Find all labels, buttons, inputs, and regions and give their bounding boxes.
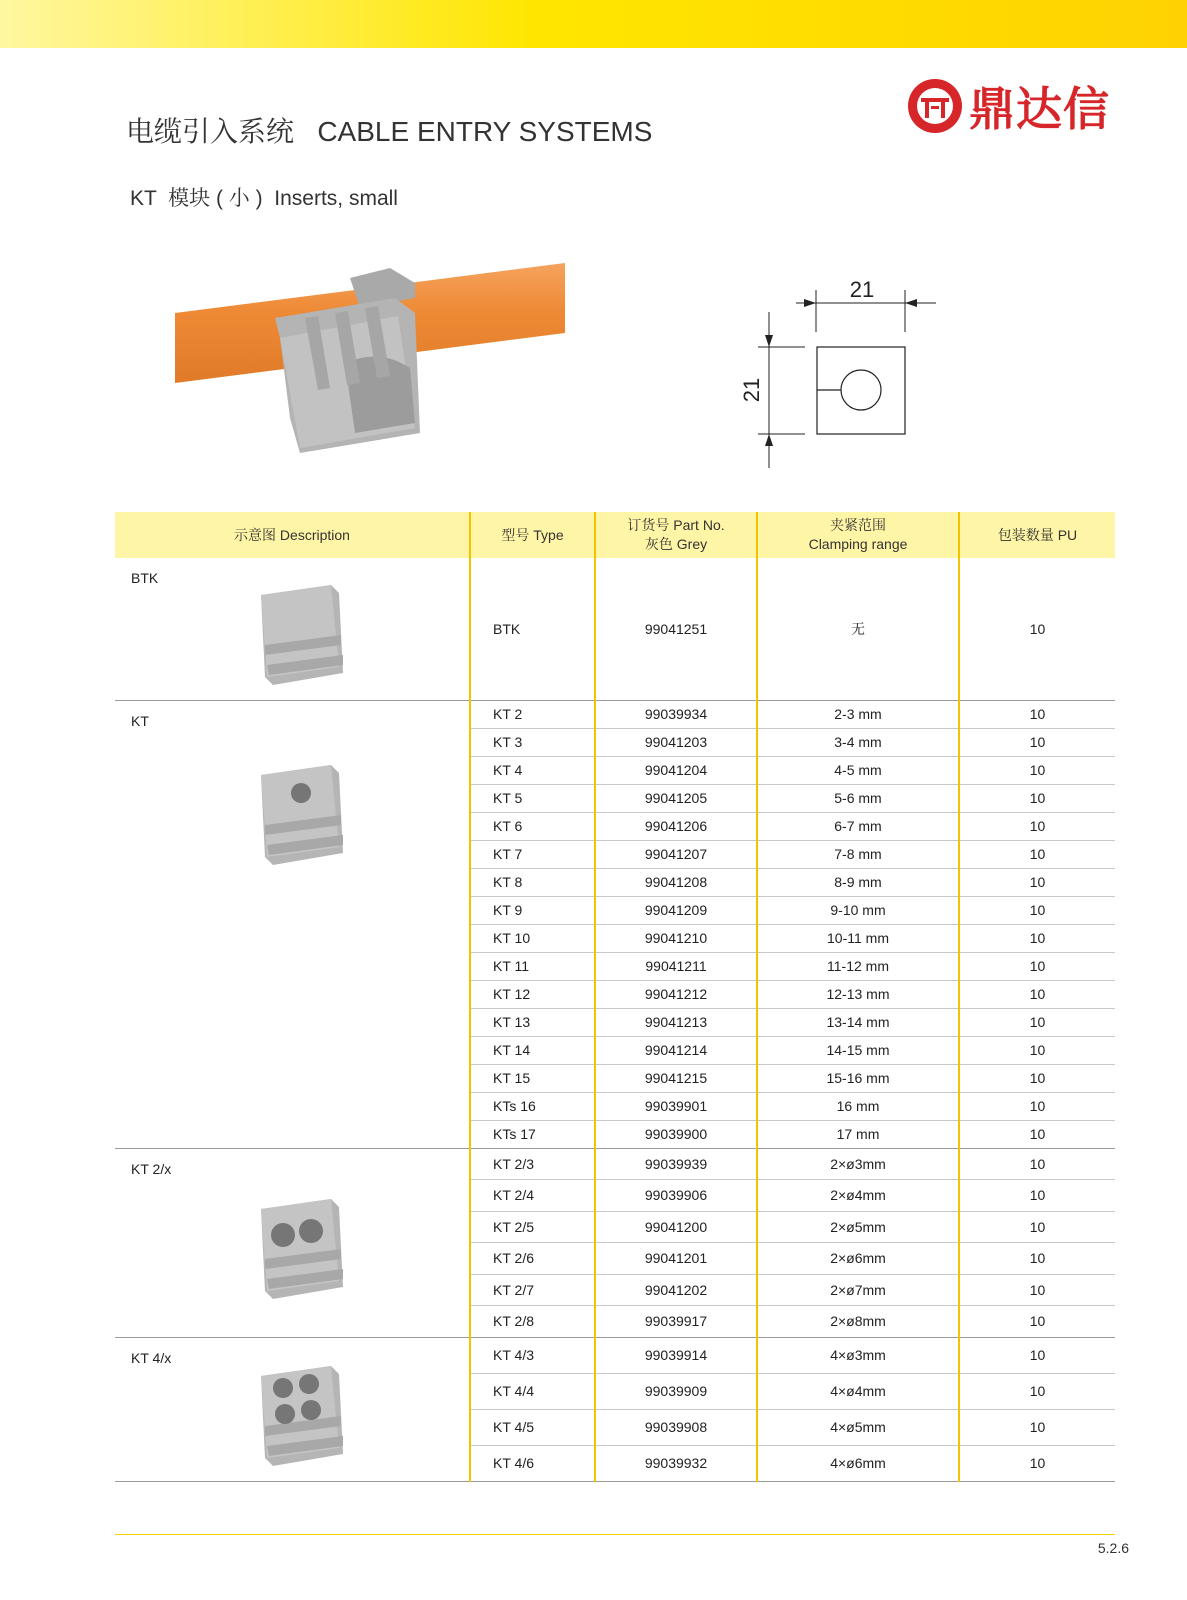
pu-cell: 10: [959, 1148, 1115, 1180]
part-number-cell: 99041210: [595, 924, 757, 952]
type-cell: KTs 17: [470, 1120, 595, 1148]
description-cell: [115, 1337, 470, 1481]
header-description: 示意图 Description: [115, 512, 470, 558]
clamping-range-cell: 17 mm: [757, 1120, 959, 1148]
clamping-range-cell: 2×ø8mm: [757, 1306, 959, 1338]
pu-cell: 10: [959, 868, 1115, 896]
part-number-cell: 99041206: [595, 812, 757, 840]
part-number-cell: 99041200: [595, 1211, 757, 1243]
pu-cell: 10: [959, 1008, 1115, 1036]
clamping-range-cell: 9-10 mm: [757, 896, 959, 924]
clamping-range-cell: 4×ø6mm: [757, 1445, 959, 1481]
type-cell: KT 2/6: [470, 1243, 595, 1275]
page-number: 5.2.6: [1097, 1540, 1129, 1556]
pu-cell: 10: [959, 1064, 1115, 1092]
pu-cell: 10: [959, 1274, 1115, 1306]
pu-cell: 10: [959, 1243, 1115, 1275]
header-part-no-line1: 订货号 Part No.: [627, 517, 725, 533]
table-row: [115, 558, 1115, 700]
table-row: [115, 1148, 1115, 1180]
dimension-drawing: [728, 272, 948, 472]
pu-cell: 10: [959, 924, 1115, 952]
pu-cell: 10: [959, 756, 1115, 784]
insert-image: [243, 1187, 363, 1310]
clamping-range-cell: 2-3 mm: [757, 700, 959, 728]
part-number-cell: 99039932: [595, 1445, 757, 1481]
clamping-range-cell: 5-6 mm: [757, 784, 959, 812]
clamping-range-cell: 2×ø3mm: [757, 1148, 959, 1180]
type-cell: KT 9: [470, 896, 595, 924]
clamping-range-cell: 4×ø3mm: [757, 1337, 959, 1373]
clamping-range-cell: 2×ø6mm: [757, 1243, 959, 1275]
clamping-range-cell: 16 mm: [757, 1092, 959, 1120]
part-number-cell: 99041208: [595, 868, 757, 896]
clamping-range-cell: 6-7 mm: [757, 812, 959, 840]
part-number-cell: 99039906: [595, 1180, 757, 1212]
type-cell: KT 4/5: [470, 1409, 595, 1445]
pu-cell: 10: [959, 840, 1115, 868]
description-cell: [115, 700, 470, 1148]
footer-divider: [115, 1534, 1115, 1535]
insert-image: [243, 573, 363, 696]
header-part-no-line2: 灰色 Grey: [644, 536, 708, 552]
type-cell: KT 11: [470, 952, 595, 980]
part-number-cell: 99041251: [595, 558, 757, 700]
pu-cell: 10: [959, 728, 1115, 756]
brand-logo: [905, 72, 1135, 140]
clamping-range-cell: 14-15 mm: [757, 1036, 959, 1064]
type-cell: KT 12: [470, 980, 595, 1008]
header-clamping-line1: 夹紧范围: [830, 517, 886, 533]
type-cell: KT 7: [470, 840, 595, 868]
part-number-cell: 99041201: [595, 1243, 757, 1275]
clamping-range-cell: 3-4 mm: [757, 728, 959, 756]
top-accent-bar: [0, 0, 1187, 48]
header-pu: 包装数量 PU: [959, 512, 1115, 558]
header-type: 型号 Type: [470, 512, 595, 558]
clamping-range-cell: 8-9 mm: [757, 868, 959, 896]
pu-cell: 10: [959, 980, 1115, 1008]
clamping-range-cell: 4-5 mm: [757, 756, 959, 784]
pu-cell: 10: [959, 700, 1115, 728]
pu-cell: 10: [959, 1337, 1115, 1373]
clamping-range-cell: 2×ø7mm: [757, 1274, 959, 1306]
pu-cell: 10: [959, 1409, 1115, 1445]
spec-table: [115, 512, 1115, 1482]
part-number-cell: 99041213: [595, 1008, 757, 1036]
group-label: BTK: [131, 570, 159, 586]
table-row: [115, 700, 1115, 728]
pu-cell: 10: [959, 1180, 1115, 1212]
type-cell: KT 6: [470, 812, 595, 840]
type-cell: KTs 16: [470, 1092, 595, 1120]
pu-cell: 10: [959, 812, 1115, 840]
clamping-range-cell: 15-16 mm: [757, 1064, 959, 1092]
type-cell: KT 4/4: [470, 1373, 595, 1409]
pu-cell: 10: [959, 558, 1115, 700]
type-cell: KT 4/6: [470, 1445, 595, 1481]
pu-cell: 10: [959, 784, 1115, 812]
pu-cell: 10: [959, 1211, 1115, 1243]
type-cell: KT 3: [470, 728, 595, 756]
part-number-cell: 99039909: [595, 1373, 757, 1409]
table-row: [115, 1337, 1115, 1373]
part-number-cell: 99039900: [595, 1120, 757, 1148]
brand-logo-icon: [905, 76, 965, 136]
part-number-cell: 99039934: [595, 700, 757, 728]
type-cell: KT 2: [470, 700, 595, 728]
table-header-row: [115, 512, 1115, 558]
pu-cell: 10: [959, 1445, 1115, 1481]
product-photo: [170, 258, 590, 468]
clamping-range-cell: 7-8 mm: [757, 840, 959, 868]
type-cell: KT 8: [470, 868, 595, 896]
insert-image: [243, 753, 363, 876]
type-cell: KT 2/7: [470, 1274, 595, 1306]
brand-name: 鼎达信: [969, 82, 1110, 136]
page-subtitle: KT 模块 ( 小 ) Inserts, small: [130, 187, 398, 210]
type-cell: BTK: [470, 558, 595, 700]
type-cell: KT 2/3: [470, 1148, 595, 1180]
header-clamping-line2: Clamping range: [808, 536, 908, 552]
clamping-range-cell: 2×ø5mm: [757, 1211, 959, 1243]
pu-cell: 10: [959, 1092, 1115, 1120]
part-number-cell: 99041211: [595, 952, 757, 980]
pu-cell: 10: [959, 1373, 1115, 1409]
type-cell: KT 10: [470, 924, 595, 952]
description-cell: [115, 1148, 470, 1337]
clamping-range-cell: 4×ø5mm: [757, 1409, 959, 1445]
pu-cell: 10: [959, 896, 1115, 924]
type-cell: KT 2/8: [470, 1306, 595, 1338]
part-number-cell: 99039901: [595, 1092, 757, 1120]
type-cell: KT 2/4: [470, 1180, 595, 1212]
part-number-cell: 99041212: [595, 980, 757, 1008]
type-cell: KT 4/3: [470, 1337, 595, 1373]
type-cell: KT 14: [470, 1036, 595, 1064]
clamping-range-cell: 4×ø4mm: [757, 1373, 959, 1409]
pu-cell: 10: [959, 952, 1115, 980]
part-number-cell: 99041202: [595, 1274, 757, 1306]
type-cell: KT 4: [470, 756, 595, 784]
type-cell: KT 13: [470, 1008, 595, 1036]
part-number-cell: 99039908: [595, 1409, 757, 1445]
description-cell: [115, 558, 470, 700]
height-dimension-label: 21: [739, 377, 764, 403]
part-number-cell: 99039917: [595, 1306, 757, 1338]
clamping-range-cell: 13-14 mm: [757, 1008, 959, 1036]
group-label: KT 2/x: [131, 1160, 172, 1177]
clamping-range-cell: 10-11 mm: [757, 924, 959, 952]
clamping-range-cell: 11-12 mm: [757, 952, 959, 980]
group-label: KT: [131, 712, 149, 729]
clamping-range-cell: 无: [757, 558, 959, 700]
part-number-cell: 99041207: [595, 840, 757, 868]
type-cell: KT 5: [470, 784, 595, 812]
clamping-range-cell: 2×ø4mm: [757, 1180, 959, 1212]
insert-image: [243, 1354, 363, 1477]
type-cell: KT 2/5: [470, 1211, 595, 1243]
part-number-cell: 99041205: [595, 784, 757, 812]
pu-cell: 10: [959, 1306, 1115, 1338]
header-part-no: [595, 512, 757, 558]
part-number-cell: 99041203: [595, 728, 757, 756]
type-cell: KT 15: [470, 1064, 595, 1092]
page-title: 电缆引入系统 CABLE ENTRY SYSTEMS: [126, 116, 653, 147]
pu-cell: 10: [959, 1036, 1115, 1064]
part-number-cell: 99039914: [595, 1337, 757, 1373]
part-number-cell: 99041204: [595, 756, 757, 784]
pu-cell: 10: [959, 1120, 1115, 1148]
header-clamping-range: [757, 512, 959, 558]
part-number-cell: 99041214: [595, 1036, 757, 1064]
group-label: KT 4/x: [131, 1349, 172, 1366]
part-number-cell: 99041209: [595, 896, 757, 924]
width-dimension-label: 21: [849, 277, 875, 302]
part-number-cell: 99039939: [595, 1148, 757, 1180]
clamping-range-cell: 12-13 mm: [757, 980, 959, 1008]
part-number-cell: 99041215: [595, 1064, 757, 1092]
